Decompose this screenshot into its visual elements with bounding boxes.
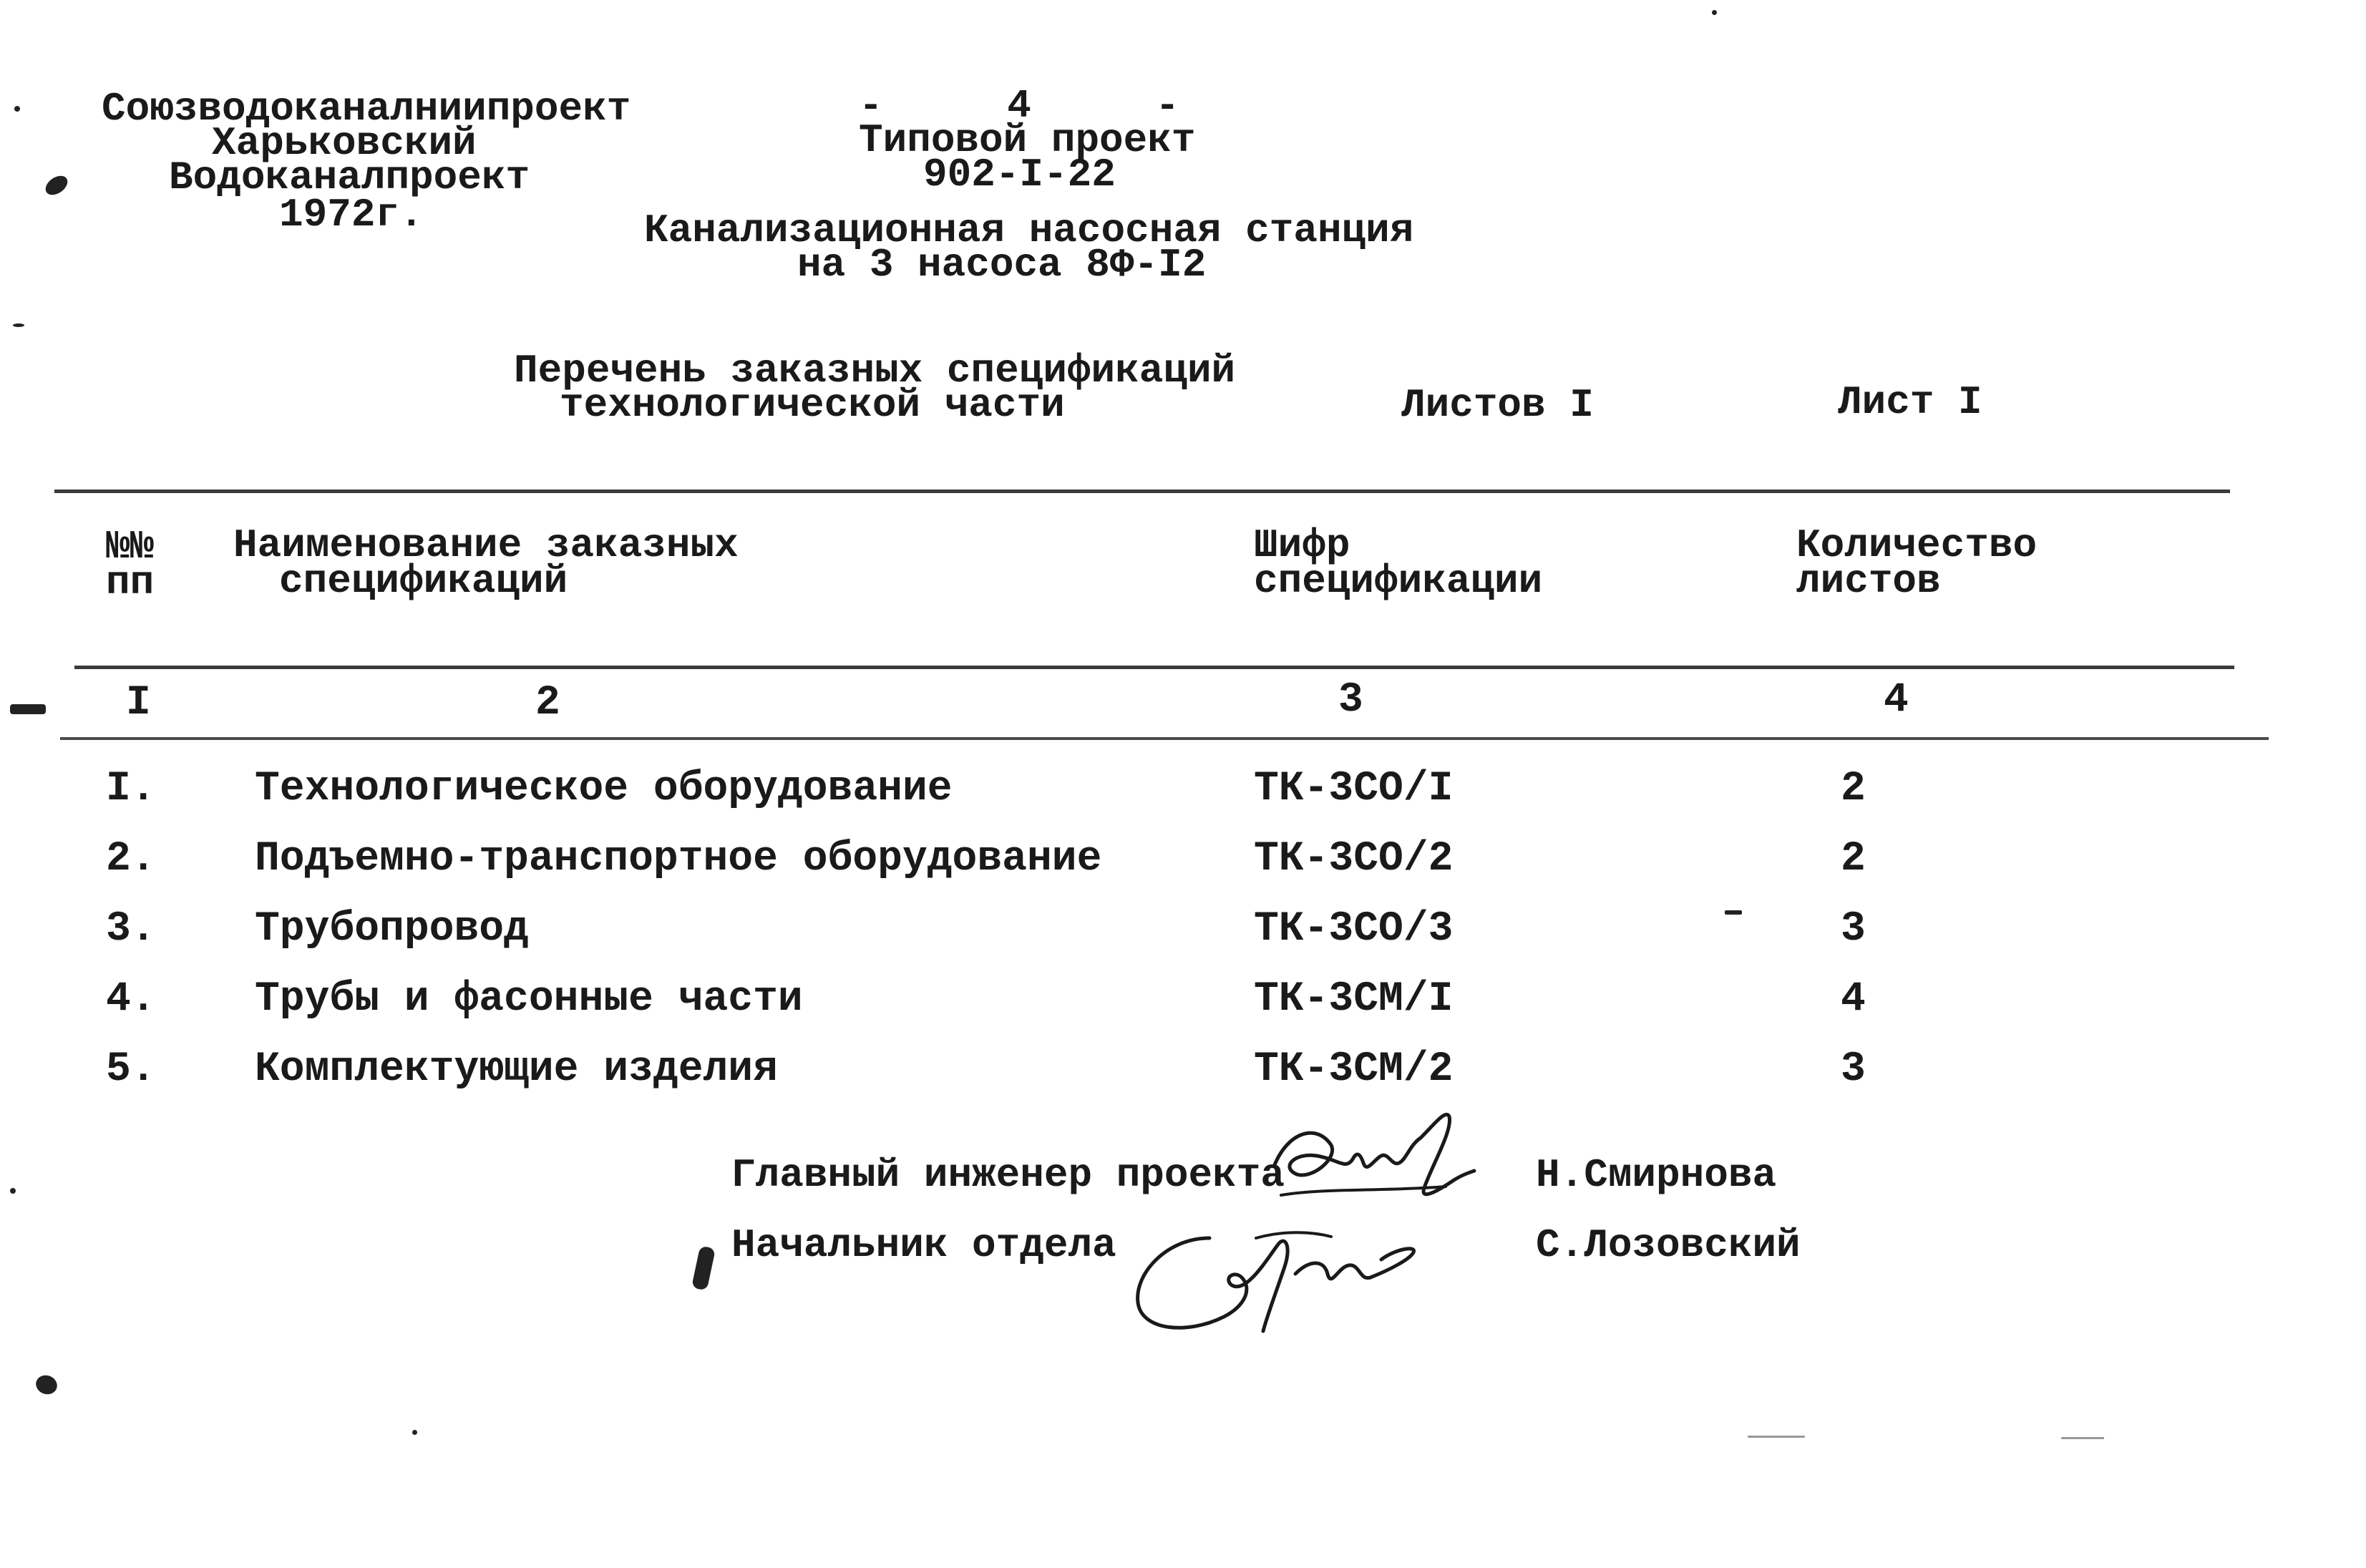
project-title-line1: Канализационная насосная станция bbox=[644, 208, 1414, 253]
row-num: I. bbox=[106, 766, 156, 812]
sheet-number: Лист I bbox=[1838, 379, 1982, 425]
header-name-line1: Наименование заказных bbox=[233, 522, 739, 568]
row-num: 4. bbox=[106, 976, 156, 1023]
header-name-line2: спецификаций bbox=[279, 558, 568, 604]
scan-mark bbox=[14, 106, 20, 112]
org-name-line1: Союзводоканалниипроект bbox=[102, 86, 631, 132]
row-num: 5. bbox=[106, 1046, 156, 1093]
row-count: 2 bbox=[1841, 766, 1866, 812]
scan-mark bbox=[33, 1373, 59, 1398]
scan-mark bbox=[1725, 910, 1742, 915]
org-name-line2: Харьковский bbox=[212, 120, 477, 166]
row-name: Комплектующие изделия bbox=[255, 1046, 778, 1093]
signature-role-department-head: Начальник отдела bbox=[731, 1222, 1116, 1268]
page-number: - 4 - bbox=[859, 83, 1180, 129]
row-count: 4 bbox=[1841, 976, 1866, 1023]
column-numbers-rule bbox=[60, 737, 2269, 740]
header-count-line2: листов bbox=[1796, 558, 1941, 604]
header-code-line2: спецификации bbox=[1254, 558, 1543, 604]
scan-mark bbox=[412, 1430, 417, 1435]
row-name: Трубопровод bbox=[255, 906, 529, 953]
project-title-line2: на 3 насоса 8Ф-I2 bbox=[797, 242, 1207, 288]
signature-name-chief-engineer: Н.Смирнова bbox=[1536, 1152, 1777, 1198]
scan-mark bbox=[2061, 1437, 2104, 1439]
project-code: 902-I-22 bbox=[923, 152, 1116, 198]
scan-mark bbox=[10, 1188, 16, 1194]
column-number-3: 3 bbox=[1338, 677, 1363, 724]
row-num: 2. bbox=[106, 836, 156, 882]
row-name: Технологическое оборудование bbox=[255, 766, 953, 812]
signature-role-chief-engineer: Главный инженер проекта bbox=[731, 1152, 1285, 1198]
handwritten-signature-1 bbox=[1267, 1102, 1481, 1224]
column-number-2: 2 bbox=[535, 680, 560, 726]
ink-blot bbox=[691, 1245, 716, 1290]
row-code: ТК-3СМ/2 bbox=[1254, 1046, 1454, 1093]
row-code: ТК-3СО/I bbox=[1254, 766, 1454, 812]
row-name: Трубы и фасонные части bbox=[255, 976, 803, 1023]
doc-title-line2: технологической части bbox=[560, 382, 1065, 428]
header-num-line2: пп bbox=[106, 560, 155, 605]
header-count-line1: Количество bbox=[1796, 522, 2038, 568]
row-code: ТК-3СО/3 bbox=[1254, 906, 1454, 953]
column-number-1: I bbox=[126, 680, 151, 726]
scan-mark bbox=[1748, 1436, 1805, 1438]
sheets-total: Листов I bbox=[1401, 382, 1594, 428]
scan-mark bbox=[13, 323, 24, 327]
header-code-line1: Шифр bbox=[1254, 522, 1350, 568]
table-top-rule bbox=[54, 490, 2230, 493]
row-count: 2 bbox=[1841, 836, 1866, 882]
row-count: 3 bbox=[1841, 906, 1866, 953]
header-bottom-rule bbox=[74, 666, 2234, 669]
scan-mark bbox=[10, 704, 46, 714]
row-code: ТК-3СО/2 bbox=[1254, 836, 1454, 882]
org-year: 1972г. bbox=[279, 192, 424, 238]
handwritten-signature-2 bbox=[1124, 1209, 1431, 1338]
org-name-line3: Водоканалпроект bbox=[169, 155, 530, 200]
row-num: 3. bbox=[106, 906, 156, 953]
signature-name-department-head: С.Лозовский bbox=[1536, 1222, 1801, 1268]
scan-mark bbox=[1712, 10, 1717, 15]
header-num-line1: №№ bbox=[106, 524, 155, 570]
row-code: ТК-3СМ/I bbox=[1254, 976, 1454, 1023]
doc-title-line1: Перечень заказных спецификаций bbox=[514, 348, 1236, 394]
row-count: 3 bbox=[1841, 1046, 1866, 1093]
column-number-4: 4 bbox=[1884, 677, 1909, 724]
row-name: Подъемно-транспортное оборудование bbox=[255, 836, 1102, 882]
scan-mark bbox=[42, 172, 71, 199]
project-type: Типовой проект bbox=[859, 117, 1196, 163]
